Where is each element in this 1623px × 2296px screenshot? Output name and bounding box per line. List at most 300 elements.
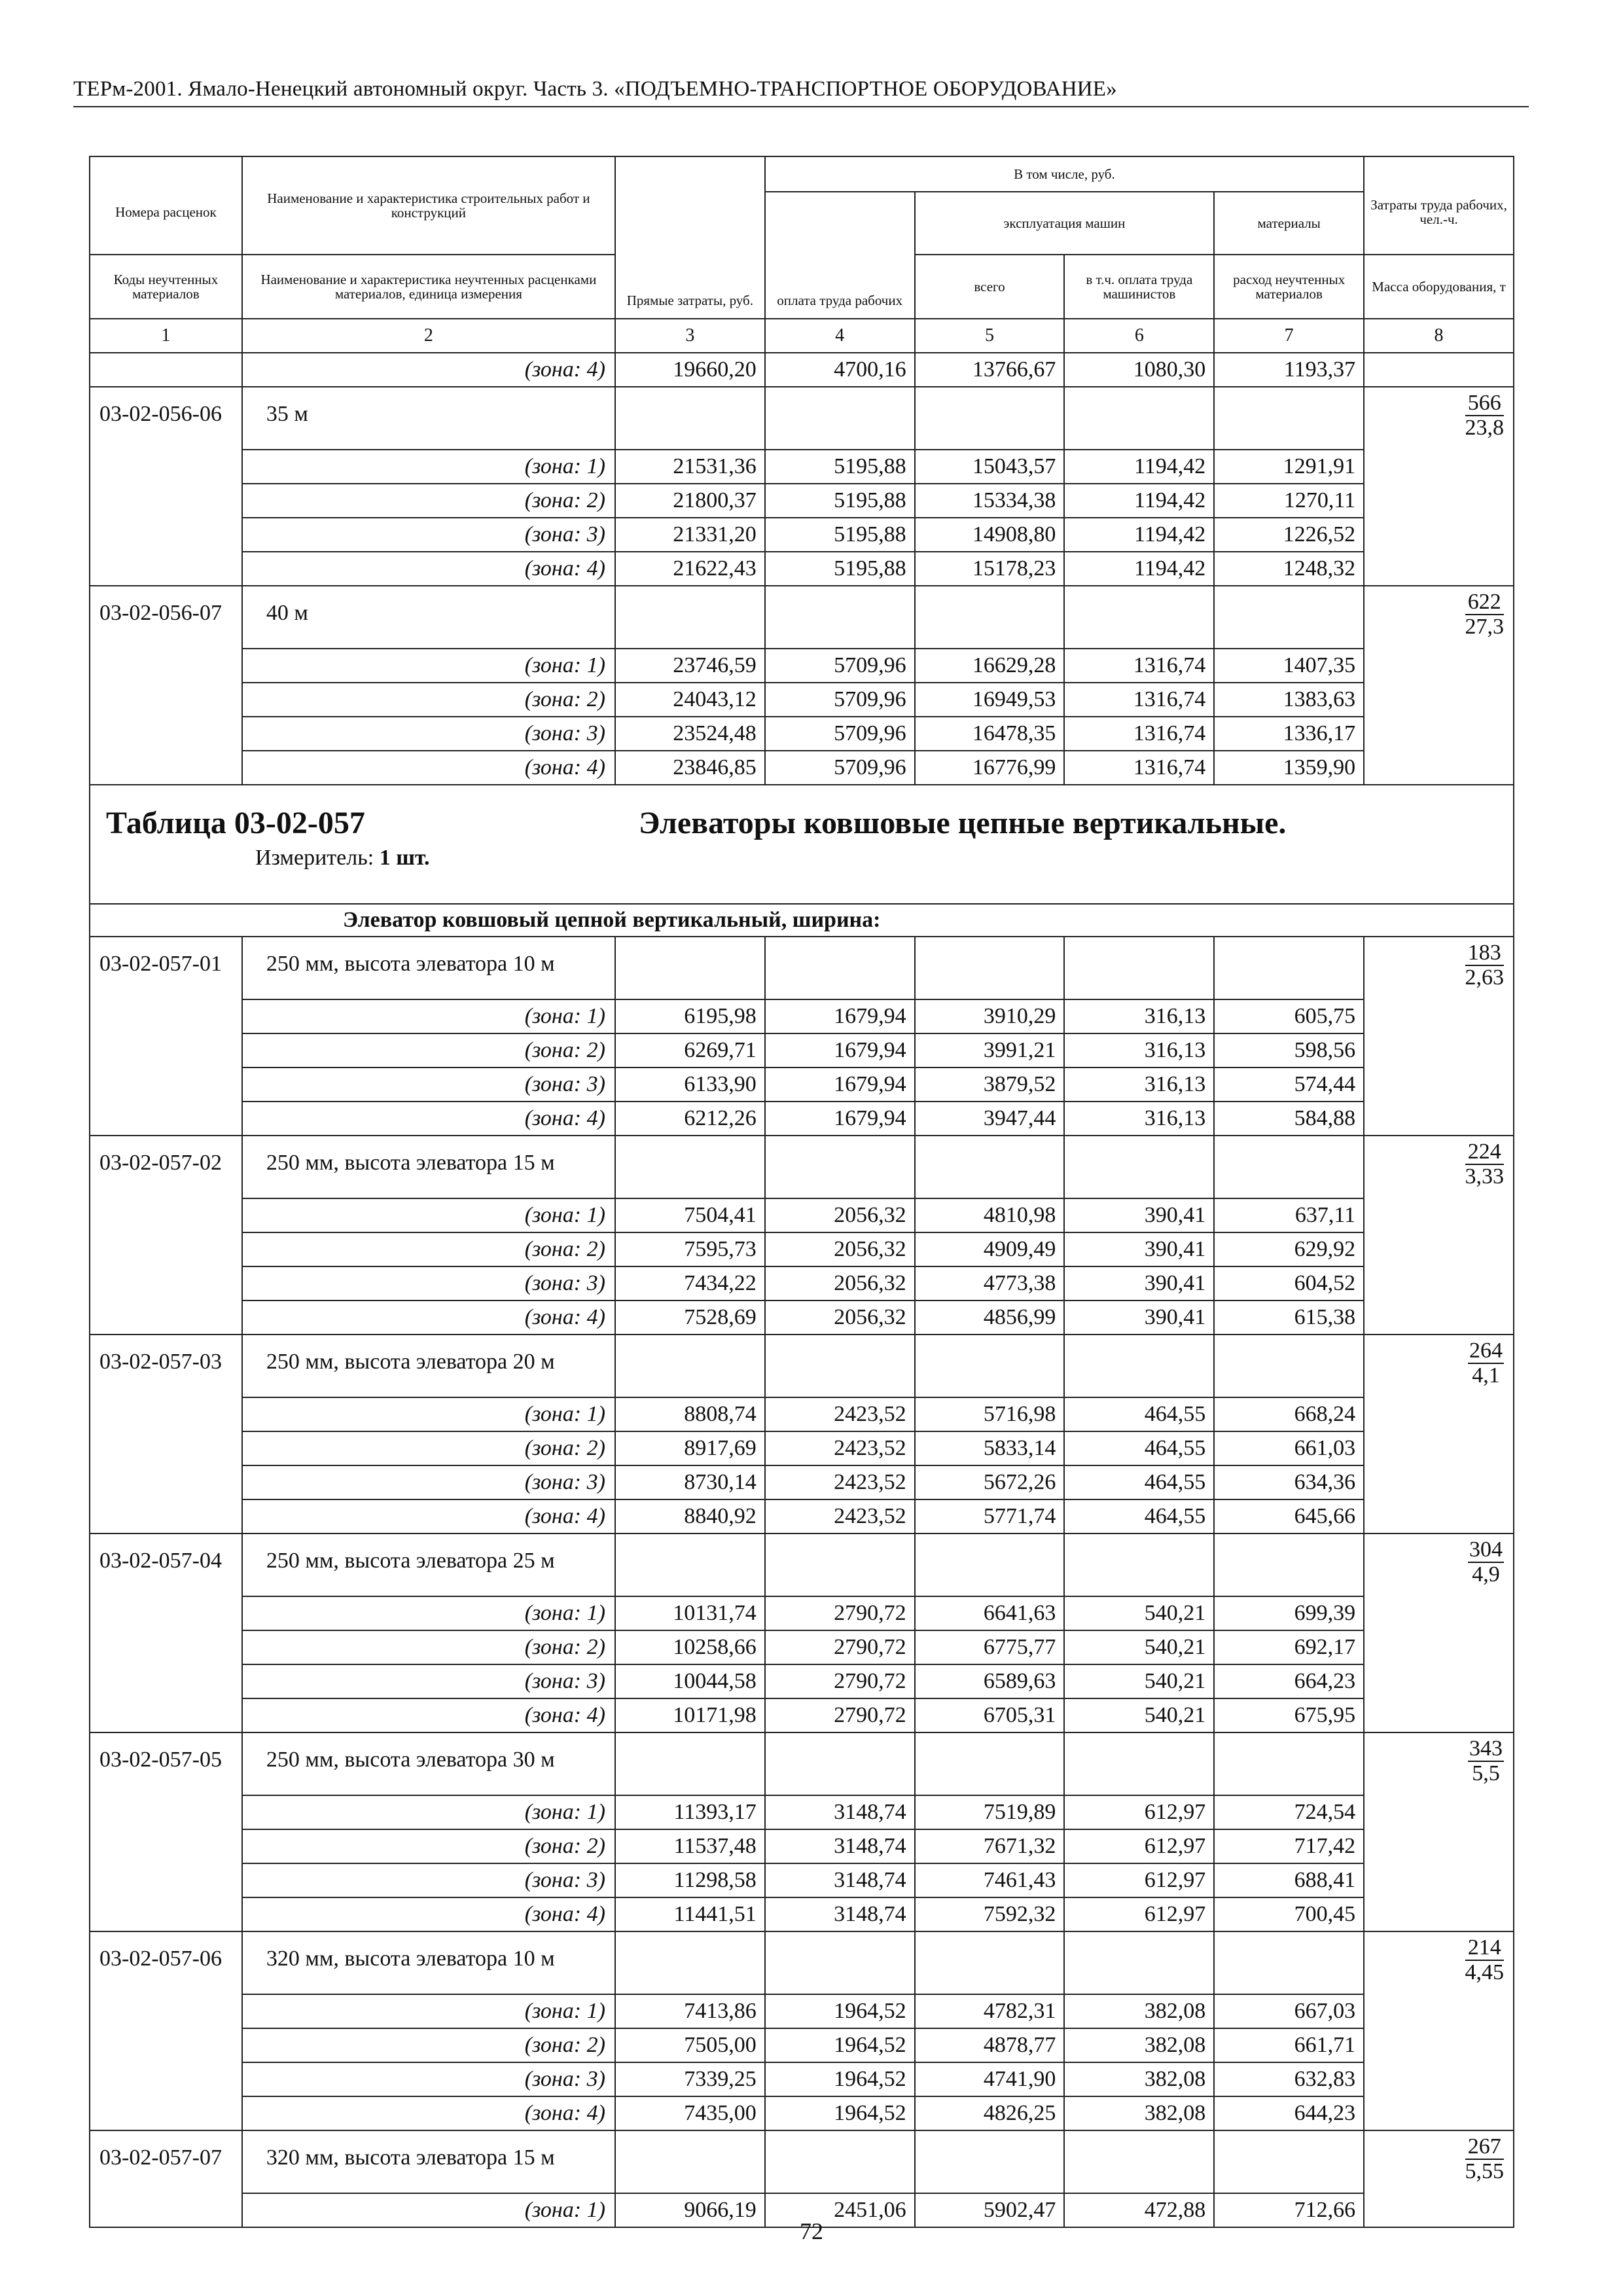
machinist-pay: 1316,74 <box>1064 717 1214 751</box>
column-number: 7 <box>1214 319 1364 353</box>
rate-code: 03-02-057-05 <box>90 1732 242 1931</box>
machines-total: 4878,77 <box>915 2028 1065 2062</box>
zone-label: (зона: 2) <box>242 1232 615 1266</box>
labor-pay: 1964,52 <box>765 2096 915 2130</box>
labor-pay: 5709,96 <box>765 683 915 717</box>
zone-label: (зона: 3) <box>242 1266 615 1300</box>
empty-cell <box>765 1136 915 1198</box>
work-name: 320 мм, высота элеватора 10 м <box>242 1931 615 1994</box>
labor-mass-fraction <box>1465 590 1505 639</box>
machines-total: 16478,35 <box>915 717 1065 751</box>
labor-cost: 304 <box>1469 1537 1503 1562</box>
materials-cost: 1359,90 <box>1214 751 1364 785</box>
equipment-mass: 4,1 <box>1472 1363 1500 1388</box>
machines-total: 16776,99 <box>915 751 1065 785</box>
direct-cost: 7413,86 <box>615 1994 765 2028</box>
materials-cost: 688,41 <box>1214 1863 1364 1897</box>
labor-pay: 2790,72 <box>765 1664 915 1698</box>
direct-cost: 10258,66 <box>615 1630 765 1664</box>
equipment-mass: 27,3 <box>1465 615 1504 639</box>
machines-total: 14908,80 <box>915 518 1065 552</box>
empty-cell <box>1064 1534 1214 1596</box>
labor-pay: 1679,94 <box>765 1102 915 1136</box>
machines-total: 4782,31 <box>915 1994 1065 2028</box>
machinist-pay: 316,13 <box>1064 1033 1214 1067</box>
zone-label: (зона: 1) <box>242 1198 615 1232</box>
column-number: 5 <box>915 319 1065 353</box>
machinist-pay: 540,21 <box>1064 1630 1214 1664</box>
empty-cell <box>90 353 242 387</box>
machinist-pay: 316,13 <box>1064 1102 1214 1136</box>
machinist-pay: 1316,74 <box>1064 649 1214 683</box>
labor-pay: 5709,96 <box>765 717 915 751</box>
zone-label: (зона: 1) <box>242 2193 615 2227</box>
labor-pay: 2423,52 <box>765 1465 915 1499</box>
empty-cell <box>915 1732 1065 1795</box>
subtitle-row <box>90 904 1514 937</box>
direct-cost: 6212,26 <box>615 1102 765 1136</box>
materials-cost: 598,56 <box>1214 1033 1364 1067</box>
empty-cell <box>1214 1136 1364 1198</box>
labor-cost: 264 <box>1469 1338 1503 1363</box>
zone-row <box>90 450 1514 484</box>
col8-header-bottom: Масса оборудования, т <box>1364 255 1514 319</box>
direct-cost: 9066,19 <box>615 2193 765 2227</box>
direct-cost: 7505,00 <box>615 2028 765 2062</box>
materials-cost: 667,03 <box>1214 1994 1364 2028</box>
col1-header-bottom: Коды неучтенных материалов <box>90 255 242 319</box>
zone-label: (зона: 2) <box>242 683 615 717</box>
empty-cell <box>765 1732 915 1795</box>
machines-total: 3879,52 <box>915 1067 1065 1102</box>
direct-cost: 8808,74 <box>615 1397 765 1431</box>
work-name: 35 м <box>242 387 615 450</box>
zone-row <box>90 1897 1514 1931</box>
direct-cost: 8840,92 <box>615 1499 765 1534</box>
materials-cost: 604,52 <box>1214 1266 1364 1300</box>
col1-header-top: Номера расценок <box>90 156 242 255</box>
direct-cost: 10171,98 <box>615 1698 765 1732</box>
zone-row <box>90 1795 1514 1829</box>
empty-cell <box>1064 586 1214 649</box>
zone-label: (зона: 2) <box>242 1630 615 1664</box>
machinist-pay: 612,97 <box>1064 1795 1214 1829</box>
machinist-pay: 612,97 <box>1064 1863 1214 1897</box>
labor-pay: 1964,52 <box>765 1994 915 2028</box>
empty-cell <box>1064 387 1214 450</box>
zone-row <box>90 1829 1514 1863</box>
items-group-b <box>90 937 1514 2227</box>
header-rule <box>73 106 1529 107</box>
measure-label: Измеритель: <box>255 846 380 870</box>
page-number: 72 <box>800 2218 823 2244</box>
zone-label: (зона: 1) <box>242 1795 615 1829</box>
empty-cell <box>1214 937 1364 999</box>
direct-cost: 7504,41 <box>615 1198 765 1232</box>
machinist-pay: 382,08 <box>1064 2028 1214 2062</box>
direct-cost: 10044,58 <box>615 1664 765 1698</box>
machinist-pay: 540,21 <box>1064 1596 1214 1630</box>
zone-row <box>90 2096 1514 2130</box>
machinist-pay: 1194,42 <box>1064 484 1214 518</box>
direct-cost: 6195,98 <box>615 999 765 1033</box>
materials-cost: 615,38 <box>1214 1300 1364 1335</box>
empty-cell <box>1064 1931 1214 1994</box>
empty-cell <box>1064 1136 1214 1198</box>
empty-cell <box>615 586 765 649</box>
direct-cost: 7435,00 <box>615 2096 765 2130</box>
zone-label: (зона: 4) <box>242 2096 615 2130</box>
machines-total: 16629,28 <box>915 649 1065 683</box>
direct-cost: 6133,90 <box>615 1067 765 1102</box>
zone-label: (зона: 4) <box>242 1300 615 1335</box>
machines-total: 7671,32 <box>915 1829 1065 1863</box>
machinist-pay: 390,41 <box>1064 1300 1214 1335</box>
labor-pay: 2056,32 <box>765 1198 915 1232</box>
work-name: 250 мм, высота элеватора 15 м <box>242 1136 615 1198</box>
machinist-pay: 316,13 <box>1064 1067 1214 1102</box>
rate-code: 03-02-057-02 <box>90 1136 242 1335</box>
item-row <box>90 1931 1514 1994</box>
work-name: 250 мм, высота элеватора 10 м <box>242 937 615 999</box>
zone-row <box>90 484 1514 518</box>
direct-cost: 8730,14 <box>615 1465 765 1499</box>
labor-pay: 5195,88 <box>765 484 915 518</box>
header-row-1 <box>90 156 1514 192</box>
zone-label: (зона: 2) <box>242 1033 615 1067</box>
zone-row <box>90 2062 1514 2096</box>
machinist-pay: 382,08 <box>1064 2096 1214 2130</box>
machines-total: 5716,98 <box>915 1397 1065 1431</box>
empty-cell <box>1364 353 1514 387</box>
empty-cell <box>765 1335 915 1397</box>
equipment-mass: 23,8 <box>1465 416 1504 440</box>
materials-cost: 668,24 <box>1214 1397 1364 1431</box>
work-name: 250 мм, высота элеватора 25 м <box>242 1534 615 1596</box>
empty-cell <box>765 387 915 450</box>
labor-mass-fraction <box>1468 1538 1504 1587</box>
equipment-mass: 5,55 <box>1465 2159 1504 2183</box>
rate-code: 03-02-056-06 <box>90 387 242 586</box>
zone-row <box>90 1465 1514 1499</box>
direct-cost: 7595,73 <box>615 1232 765 1266</box>
labor-cost: 214 <box>1465 1936 1505 1961</box>
work-name: 250 мм, высота элеватора 20 м <box>242 1335 615 1397</box>
zone-label: (зона: 4) <box>242 751 615 785</box>
empty-cell <box>765 586 915 649</box>
materials-cost: 645,66 <box>1214 1499 1364 1534</box>
labor-mass-cell <box>1364 586 1514 785</box>
empty-cell <box>1214 387 1364 450</box>
empty-cell <box>915 937 1065 999</box>
included-header: В том числе, руб. <box>765 156 1364 192</box>
labor-mass-fraction <box>1465 391 1505 440</box>
zone-row <box>90 1863 1514 1897</box>
price-table <box>89 156 1514 2228</box>
zone-row <box>90 1266 1514 1300</box>
machinist-pay: 540,21 <box>1064 1664 1214 1698</box>
zone-row <box>90 1596 1514 1630</box>
direct-cost: 11537,48 <box>615 1829 765 1863</box>
zone-label: (зона: 4) <box>242 1499 615 1534</box>
labor-pay: 5195,88 <box>765 450 915 484</box>
materials-cost: 661,71 <box>1214 2028 1364 2062</box>
labor-mass-cell <box>1364 387 1514 586</box>
empty-cell <box>915 1931 1065 1994</box>
machines-total: 6775,77 <box>915 1630 1065 1664</box>
empty-cell <box>915 1136 1065 1198</box>
machinist-pay: 390,41 <box>1064 1232 1214 1266</box>
item-row <box>90 1732 1514 1795</box>
item-row <box>90 1136 1514 1198</box>
machines-total: 4909,49 <box>915 1232 1065 1266</box>
materials-cost: 664,23 <box>1214 1664 1364 1698</box>
empty-cell <box>915 387 1065 450</box>
labor-mass-cell <box>1364 1335 1514 1534</box>
zone-label: (зона: 3) <box>242 1465 615 1499</box>
labor-pay: 5195,88 <box>765 518 915 552</box>
labor-cost: 622 <box>1465 590 1505 615</box>
labor-cost: 566 <box>1465 391 1505 416</box>
direct-cost: 21800,37 <box>615 484 765 518</box>
machines-total: 3947,44 <box>915 1102 1065 1136</box>
materials-cost: 634,36 <box>1214 1465 1364 1499</box>
direct-cost: 6269,71 <box>615 1033 765 1067</box>
empty-cell <box>615 1931 765 1994</box>
direct-cost: 21331,20 <box>615 518 765 552</box>
direct-cost: 23746,59 <box>615 649 765 683</box>
empty-cell <box>615 1335 765 1397</box>
machines-total: 7519,89 <box>915 1795 1065 1829</box>
labor-mass-cell <box>1364 937 1514 1136</box>
column-number: 6 <box>1064 319 1214 353</box>
labor-mass-fraction <box>1465 941 1505 990</box>
equipment-mass: 3,33 <box>1465 1164 1504 1189</box>
col4-header: оплата труда рабочих <box>765 192 915 319</box>
direct-cost: 10131,74 <box>615 1596 765 1630</box>
machinist-pay: 1080,30 <box>1064 353 1214 387</box>
direct-cost: 11298,58 <box>615 1863 765 1897</box>
machinist-pay: 464,55 <box>1064 1431 1214 1465</box>
materials-cost: 584,88 <box>1214 1102 1364 1136</box>
materials-cost: 574,44 <box>1214 1067 1364 1102</box>
zone-label: (зона: 1) <box>242 1994 615 2028</box>
empty-cell <box>765 1534 915 1596</box>
col2-header-top: Наименование и характеристика строительных работ и конструкций <box>242 156 615 255</box>
machines-total: 3991,21 <box>915 1033 1065 1067</box>
col7-header: расход неучтенных материалов <box>1214 255 1364 319</box>
machinist-pay: 316,13 <box>1064 999 1214 1033</box>
labor-mass-fraction <box>1465 1140 1505 1189</box>
materials-cost: 1270,11 <box>1214 484 1364 518</box>
labor-pay: 2423,52 <box>765 1431 915 1465</box>
machines-total: 4826,25 <box>915 2096 1065 2130</box>
zone-row <box>90 1499 1514 1534</box>
zone-label: (зона: 4) <box>242 353 615 387</box>
machines-total: 4773,38 <box>915 1266 1065 1300</box>
materials-cost: 644,23 <box>1214 2096 1364 2130</box>
materials-cost: 724,54 <box>1214 1795 1364 1829</box>
labor-pay: 2056,32 <box>765 1266 915 1300</box>
materials-cost: 661,03 <box>1214 1431 1364 1465</box>
measure-line <box>106 844 1513 870</box>
carry-row <box>90 353 1514 387</box>
zone-row <box>90 518 1514 552</box>
materials-cost: 1407,35 <box>1214 649 1364 683</box>
work-name: 40 м <box>242 586 615 649</box>
materials-cost: 675,95 <box>1214 1698 1364 1732</box>
empty-cell <box>765 1931 915 1994</box>
zone-label: (зона: 1) <box>242 450 615 484</box>
empty-cell <box>615 1732 765 1795</box>
machines-total: 5771,74 <box>915 1499 1065 1534</box>
direct-cost: 19660,20 <box>615 353 765 387</box>
labor-mass-cell <box>1364 1136 1514 1335</box>
item-row <box>90 1335 1514 1397</box>
zone-label: (зона: 3) <box>242 1863 615 1897</box>
labor-pay: 3148,74 <box>765 1829 915 1863</box>
empty-cell <box>1064 1732 1214 1795</box>
zone-row <box>90 1033 1514 1067</box>
labor-mass-fraction <box>1468 1339 1504 1388</box>
zone-row <box>90 1994 1514 2028</box>
empty-cell <box>915 1335 1065 1397</box>
materials-cost: 1383,63 <box>1214 683 1364 717</box>
machinist-pay: 1194,42 <box>1064 518 1214 552</box>
labor-pay: 2451,06 <box>765 2193 915 2227</box>
machines-total: 5902,47 <box>915 2193 1065 2227</box>
zone-label: (зона: 3) <box>242 717 615 751</box>
zone-row <box>90 999 1514 1033</box>
machines-total: 13766,67 <box>915 353 1065 387</box>
empty-cell <box>615 2130 765 2193</box>
empty-cell <box>615 387 765 450</box>
materials-cost: 1336,17 <box>1214 717 1364 751</box>
labor-mass-fraction <box>1468 1737 1504 1785</box>
machines-total: 6705,31 <box>915 1698 1065 1732</box>
zone-label: (зона: 1) <box>242 649 615 683</box>
direct-cost: 7339,25 <box>615 2062 765 2096</box>
labor-pay: 2790,72 <box>765 1698 915 1732</box>
machinist-pay: 612,97 <box>1064 1829 1214 1863</box>
empty-cell <box>1064 2130 1214 2193</box>
materials-header: материалы <box>1214 192 1364 255</box>
labor-cost: 183 <box>1465 941 1505 966</box>
zone-label: (зона: 1) <box>242 1397 615 1431</box>
materials-cost: 637,11 <box>1214 1198 1364 1232</box>
machines-total: 7461,43 <box>915 1863 1065 1897</box>
machinist-pay: 1194,42 <box>1064 552 1214 586</box>
machinist-pay: 1194,42 <box>1064 450 1214 484</box>
empty-cell <box>915 586 1065 649</box>
empty-cell <box>1214 1534 1364 1596</box>
labor-pay: 1679,94 <box>765 999 915 1033</box>
equipment-mass: 5,5 <box>1472 1761 1500 1785</box>
empty-cell <box>1214 586 1364 649</box>
labor-mass-fraction <box>1465 2135 1505 2183</box>
materials-cost: 692,17 <box>1214 1630 1364 1664</box>
equipment-mass: 2,63 <box>1465 965 1504 990</box>
column-number: 2 <box>242 319 615 353</box>
empty-cell <box>1214 2130 1364 2193</box>
materials-cost: 717,42 <box>1214 1829 1364 1863</box>
empty-cell <box>915 2130 1065 2193</box>
zone-row <box>90 2028 1514 2062</box>
machines-total: 5833,14 <box>915 1431 1065 1465</box>
col8-header-top: Затраты труда рабочих, чел.-ч. <box>1364 156 1514 255</box>
labor-pay: 5195,88 <box>765 552 915 586</box>
machinist-pay: 390,41 <box>1064 1266 1214 1300</box>
materials-cost: 605,75 <box>1214 999 1364 1033</box>
table-title: Элеваторы ковшовые цепные вертикальные. <box>639 806 1287 840</box>
zone-label: (зона: 4) <box>242 1102 615 1136</box>
labor-pay: 5709,96 <box>765 649 915 683</box>
machines-total: 15334,38 <box>915 484 1065 518</box>
empty-cell <box>1214 1931 1364 1994</box>
machines-total: 5672,26 <box>915 1465 1065 1499</box>
item-row <box>90 2130 1514 2193</box>
materials-cost: 632,83 <box>1214 2062 1364 2096</box>
zone-row <box>90 717 1514 751</box>
machines-total: 4856,99 <box>915 1300 1065 1335</box>
labor-mass-fraction <box>1465 1936 1505 1984</box>
labor-pay: 2056,32 <box>765 1300 915 1335</box>
direct-cost: 21531,36 <box>615 450 765 484</box>
zone-row <box>90 1102 1514 1136</box>
col5-header: всего <box>915 255 1065 319</box>
machinist-pay: 464,55 <box>1064 1499 1214 1534</box>
work-name: 250 мм, высота элеватора 30 м <box>242 1732 615 1795</box>
labor-cost: 267 <box>1465 2135 1505 2160</box>
zone-row <box>90 1198 1514 1232</box>
item-row <box>90 387 1514 450</box>
rate-code: 03-02-056-07 <box>90 586 242 785</box>
materials-cost: 1226,52 <box>1214 518 1364 552</box>
empty-cell <box>1064 937 1214 999</box>
direct-cost: 23846,85 <box>615 751 765 785</box>
items-group-a <box>90 387 1514 785</box>
zone-label: (зона: 4) <box>242 1698 615 1732</box>
direct-cost: 7434,22 <box>615 1266 765 1300</box>
direct-cost: 21622,43 <box>615 552 765 586</box>
zone-row <box>90 1630 1514 1664</box>
zone-row <box>90 649 1514 683</box>
rate-code: 03-02-057-06 <box>90 1931 242 2130</box>
direct-cost: 11393,17 <box>615 1795 765 1829</box>
machinist-pay: 464,55 <box>1064 1397 1214 1431</box>
labor-pay: 1679,94 <box>765 1033 915 1067</box>
labor-pay: 3148,74 <box>765 1795 915 1829</box>
zone-label: (зона: 3) <box>242 2062 615 2096</box>
section-subtitle: Элеватор ковшовый цепной вертикальный, ширина: <box>90 904 1514 937</box>
machines-total: 6641,63 <box>915 1596 1065 1630</box>
labor-pay: 1964,52 <box>765 2062 915 2096</box>
page-header: ТЕРм-2001. Ямало-Ненецкий автономный округ. Часть 3. «ПОДЪЕМНО-ТРАНСПОРТНОЕ ОБОРУДОВАНИЕ» <box>73 77 1117 101</box>
labor-pay: 2790,72 <box>765 1630 915 1664</box>
labor-mass-cell <box>1364 1732 1514 1931</box>
machines-total: 6589,63 <box>915 1664 1065 1698</box>
direct-cost: 8917,69 <box>615 1431 765 1465</box>
machinist-pay: 464,55 <box>1064 1465 1214 1499</box>
zone-label: (зона: 2) <box>242 484 615 518</box>
equipment-mass: 4,9 <box>1472 1562 1500 1587</box>
column-number: 1 <box>90 319 242 353</box>
column-number: 8 <box>1364 319 1514 353</box>
materials-cost: 1193,37 <box>1214 353 1364 387</box>
direct-cost: 24043,12 <box>615 683 765 717</box>
empty-cell <box>1064 1335 1214 1397</box>
labor-mass-cell <box>1364 2130 1514 2227</box>
